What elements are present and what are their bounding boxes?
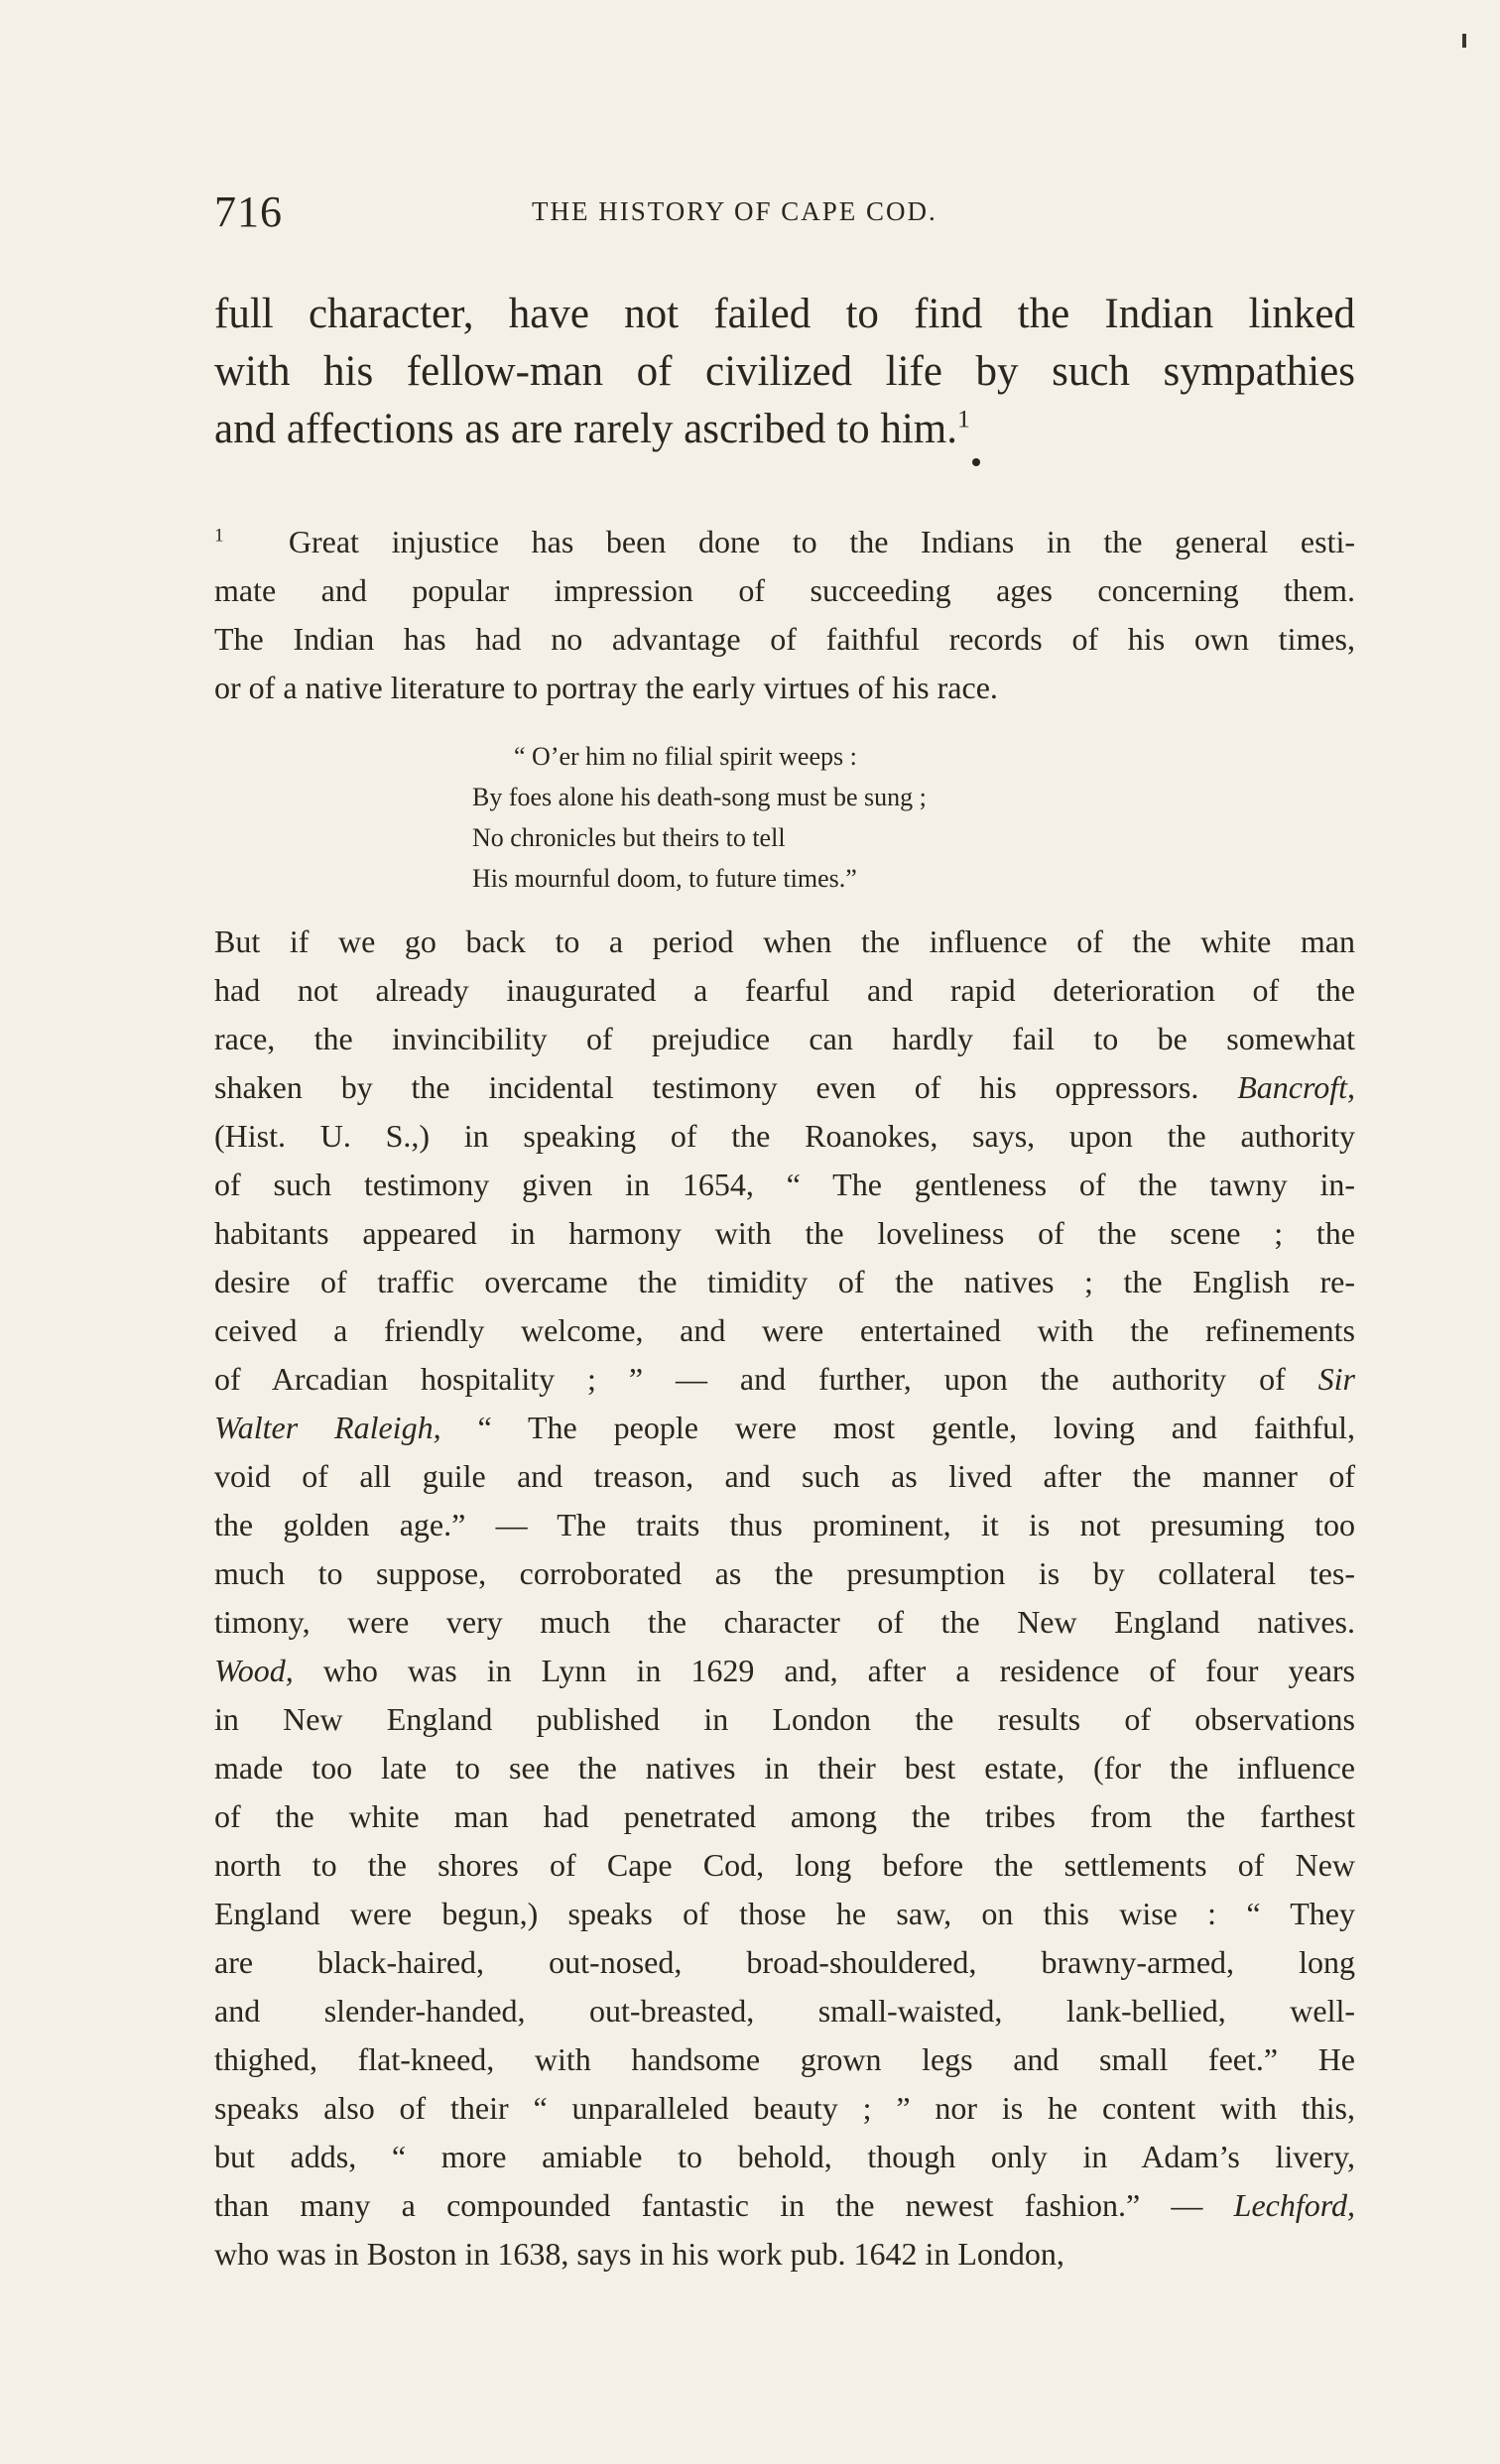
body-line — [214, 1452, 1355, 1501]
body-text-segment: are black-haired, out-nosed, broad-shouldered, brawny-armed, long — [214, 1944, 1355, 1980]
italic-reference: Lechford, — [1233, 2187, 1355, 2223]
body-line — [214, 1306, 1355, 1355]
body-line — [214, 1258, 1355, 1306]
body-text-segment: But if we go back to a period when the influence of the white man — [214, 924, 1355, 959]
poem-line: His mournful doom, to future times.” — [472, 864, 857, 893]
body-line — [214, 1015, 1355, 1063]
footnote-line-text: Great injustice has been done to the Indians in the general esti- — [288, 524, 1356, 559]
body-text-segment: who was in Boston in 1638, says in his work pub. 1642 in London, — [214, 2236, 1064, 2272]
body-line — [214, 1938, 1355, 1987]
poem-line: “ O’er him no filial spirit weeps : — [514, 742, 857, 771]
body-text-segment: the golden age.” — The traits thus prominent, it is not presuming too — [214, 1507, 1355, 1542]
italic-reference: Bancroft, — [1237, 1069, 1355, 1105]
main-line — [214, 401, 1355, 458]
footnote-line: The Indian has had no advantage of faithful records of his own times, — [214, 621, 1355, 657]
body-line — [214, 1161, 1355, 1209]
body-text-segment: than many a compounded fantastic in the newest fashion.” — — [214, 2187, 1234, 2223]
body-line — [214, 1744, 1355, 1792]
running-head — [214, 186, 1355, 236]
body-line — [214, 1404, 1355, 1452]
footnote-line: or of a native literature to portray the early virtues of his race. — [214, 670, 998, 705]
body-text-segment: void of all guile and treason, and such as lived after the manner of — [214, 1458, 1355, 1494]
body-text-segment: desire of traffic overcame the timidity of the natives ; the English re- — [214, 1264, 1355, 1299]
poem-line: No chronicles but theirs to tell — [472, 823, 786, 852]
body-line — [214, 1890, 1355, 1938]
footnote-line — [214, 518, 1355, 566]
main-line-text: and affections as are rarely ascribed to him. — [214, 406, 957, 452]
body-paragraph — [214, 918, 1355, 2279]
body-text-segment: had not already inaugurated a fearful and rapid deterioration of the — [214, 972, 1355, 1008]
body-text-segment: made too late to see the natives in their best estate, (for the influence — [214, 1750, 1355, 1786]
body-line — [214, 2035, 1355, 2084]
body-line — [214, 1647, 1355, 1695]
body-text-segment: race, the invincibility of prejudice can hardly fail to be somewhat — [214, 1021, 1355, 1056]
body-text-segment: shaken by the incidental testimony even of his oppressors. — [214, 1069, 1238, 1105]
body-text-segment: (Hist. U. S.,) in speaking of the Roanokes, says, upon the authority — [214, 1118, 1355, 1154]
body-text-segment: of the white man had penetrated among the tribes from the farthest — [214, 1798, 1355, 1834]
main-paragraph — [214, 286, 1355, 458]
body-line — [214, 1792, 1355, 1841]
body-line — [214, 1987, 1355, 2035]
body-line — [214, 2133, 1355, 2181]
body-text-segment: of such testimony given in 1654, “ The gentleness of the tawny in- — [214, 1167, 1355, 1202]
body-line — [214, 2084, 1355, 2133]
body-line — [214, 1112, 1355, 1161]
ink-dot — [972, 458, 980, 466]
body-text-segment: speaks also of their “ unparalleled beauty ; ” nor is he content with this, — [214, 2090, 1355, 2126]
page-number: 716 — [214, 187, 283, 236]
body-text-segment: north to the shores of Cape Cod, long before the settlements of New — [214, 1847, 1355, 1883]
body-line — [214, 2230, 1355, 2279]
body-line — [214, 1695, 1355, 1744]
footnote-line: mate and popular impression of succeeding ages concerning them. — [214, 572, 1355, 608]
body-text-segment: of Arcadian hospitality ; ” — and further, upon the authority of — [214, 1361, 1318, 1397]
body-text-segment: England were begun,) speaks of those he saw, on this wise : “ They — [214, 1896, 1355, 1931]
body-line — [214, 1841, 1355, 1890]
body-text-segment: much to suppose, corroborated as the presumption is by collateral tes- — [214, 1555, 1355, 1591]
body-line — [214, 1501, 1355, 1549]
body-line — [214, 1355, 1355, 1404]
poem-quote — [472, 736, 927, 899]
body-line — [214, 1209, 1355, 1258]
body-line — [214, 918, 1355, 966]
body-text-segment: but adds, “ more amiable to behold, though only in Adam’s livery, — [214, 2139, 1355, 2174]
main-line: with his fellow-man of civilized life by such sympathies — [214, 348, 1355, 395]
footnote-marker: 1 — [214, 525, 224, 547]
scan-mark — [1462, 34, 1466, 48]
body-line — [214, 1598, 1355, 1647]
body-text-segment: ceived a friendly welcome, and were entertained with the refinements — [214, 1312, 1355, 1348]
running-title: THE HISTORY OF CAPE COD. — [532, 196, 938, 226]
body-text-segment: and slender-handed, out-breasted, small-waisted, lank-bellied, well- — [214, 1993, 1355, 2029]
body-line — [214, 1549, 1355, 1598]
body-text-segment: timony, were very much the character of the New England natives. — [214, 1604, 1355, 1640]
italic-reference: Wood, — [214, 1653, 294, 1688]
body-text-segment: who was in Lynn in 1629 and, after a residence of four years — [293, 1653, 1355, 1688]
body-line — [214, 1063, 1355, 1112]
body-text-segment: thighed, flat-kneed, with handsome grown legs and small feet.” He — [214, 2041, 1355, 2077]
italic-reference: Walter Raleigh, — [214, 1410, 441, 1445]
footnote — [214, 518, 1355, 712]
footnote-reference: 1 — [957, 404, 970, 433]
body-text-segment: in New England published in London the results of observations — [214, 1701, 1355, 1737]
poem-line: By foes alone his death-song must be sung ; — [472, 783, 927, 811]
body-line — [214, 966, 1355, 1015]
main-line: full character, have not failed to find the Indian linked — [214, 291, 1355, 337]
italic-reference: Sir — [1317, 1361, 1355, 1397]
body-line — [214, 2181, 1355, 2230]
body-text-segment: “ The people were most gentle, loving and faithful, — [440, 1410, 1356, 1445]
body-text-segment: habitants appeared in harmony with the loveliness of the scene ; the — [214, 1215, 1355, 1251]
